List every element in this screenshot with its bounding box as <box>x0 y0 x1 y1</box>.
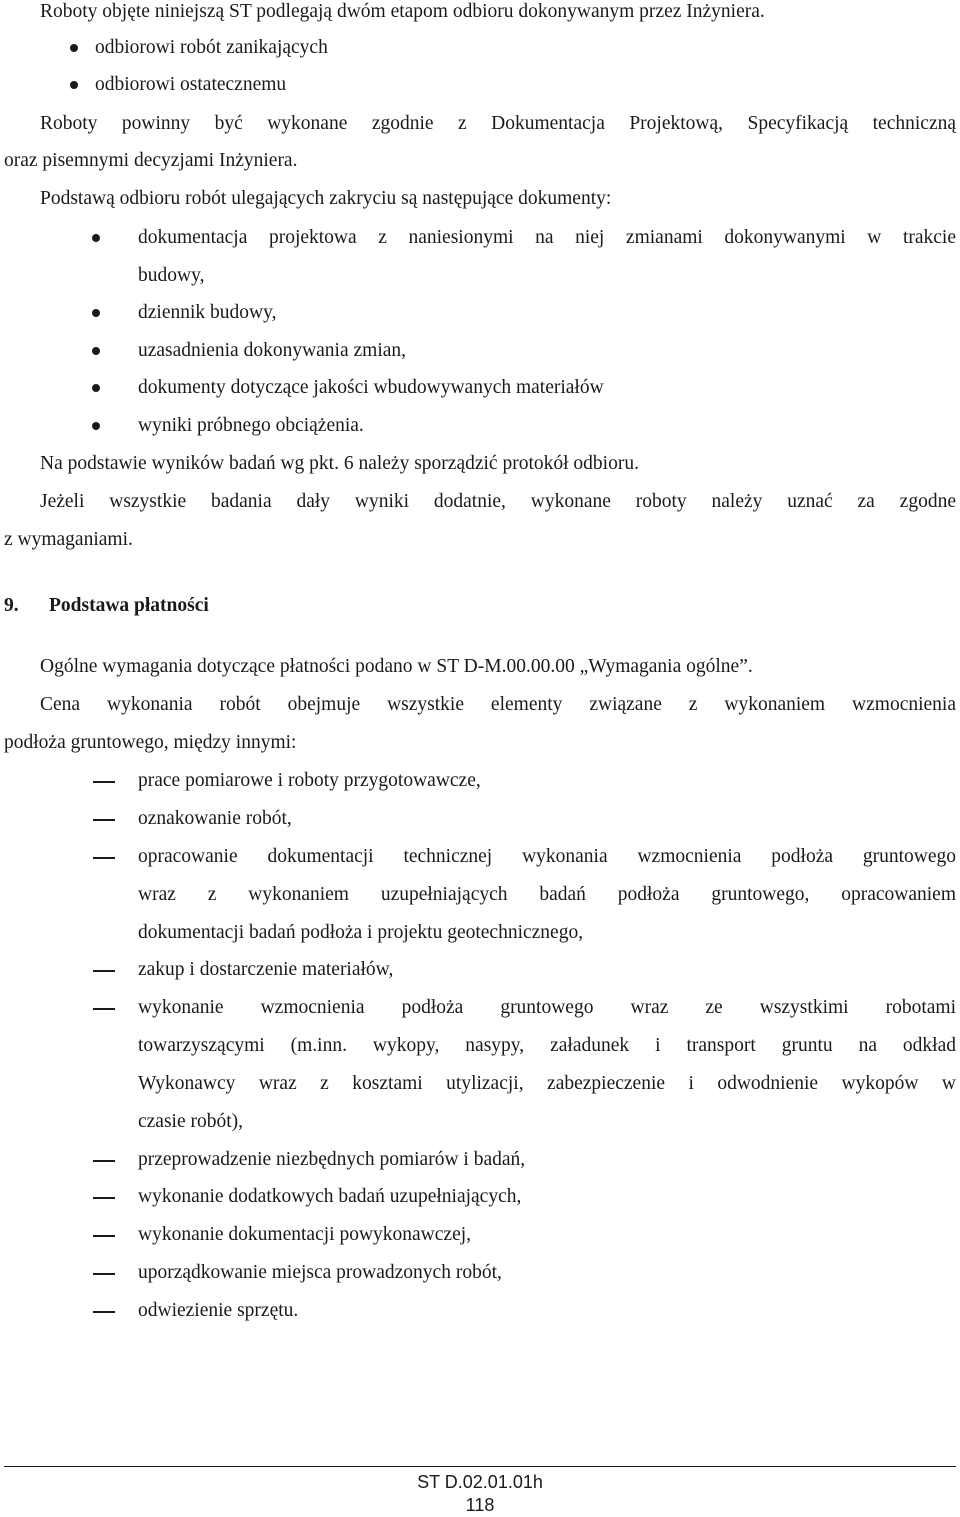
scope-item-cont: czasie robót), <box>138 1111 244 1132</box>
bullet-icon <box>70 44 78 52</box>
dash-icon <box>93 857 115 859</box>
dash-icon <box>93 1235 115 1237</box>
paragraph-line: oraz pisemnymi decyzjami Inżyniera. <box>4 150 298 171</box>
doc-item: dziennik budowy, <box>138 302 277 323</box>
protocol-text: Na podstawie wyników badań wg pkt. 6 należy sporządzić protokół odbioru. <box>40 453 639 474</box>
doc-item-cont: budowy, <box>138 265 205 286</box>
bullet-icon <box>92 234 100 242</box>
dash-icon <box>93 1160 115 1162</box>
stage-item: odbiorowi robót zanikających <box>95 37 328 58</box>
dash-icon <box>93 1197 115 1199</box>
bullet-icon <box>92 347 100 355</box>
footer-divider <box>4 1466 956 1467</box>
scope-item-cont: dokumentacji badań podłoża i projektu geotechnicznego, <box>138 922 584 943</box>
dash-icon <box>93 1008 115 1010</box>
scope-item: opracowanie dokumentacji technicznej wykonania wzmocnienia podłoża gruntowego <box>138 846 956 867</box>
paragraph-line: Cena wykonania robót obejmuje wszystkie elementy związane z wykonaniem wzmocnienia <box>40 694 956 715</box>
paragraph-line: Roboty powinny być wykonane zgodnie z Dokumentacja Projektową, Specyfikacją techniczną <box>40 113 956 134</box>
doc-item: dokumenty dotyczące jakości wbudowywanych materiałów <box>138 377 604 398</box>
dash-icon <box>93 819 115 821</box>
doc-item: dokumentacja projektowa z naniesionymi na niej zmianami dokonywanymi w trakcie <box>138 227 956 248</box>
general-text: Ogólne wymagania dotyczące płatności podano w ST D-M.00.00.00 „Wymagania ogólne”. <box>40 656 753 677</box>
scope-item: uporządkowanie miejsca prowadzonych robót, <box>138 1262 502 1283</box>
doc-item: uzasadnienia dokonywania zmian, <box>138 340 407 361</box>
dash-icon <box>93 970 115 972</box>
paragraph-line: Jeżeli wszystkie badania dały wyniki dodatnie, wykonane roboty należy uznać za zgodne <box>40 491 956 512</box>
section-number: 9. <box>4 595 19 616</box>
scope-item-cont: towarzyszącymi (m.inn. wykopy, nasypy, załadunek i transport gruntu na odkład <box>138 1035 956 1056</box>
scope-item: odwiezienie sprzętu. <box>138 1300 299 1321</box>
scope-item-cont: Wykonawcy wraz z kosztami utylizacji, zabezpieczenie i odwodnienie wykopów w <box>138 1073 956 1094</box>
stage-item: odbiorowi ostatecznemu <box>95 74 287 95</box>
bullet-icon <box>92 422 100 430</box>
bullet-icon <box>70 81 78 89</box>
dash-icon <box>93 1311 115 1313</box>
scope-item: oznakowanie robót, <box>138 808 292 829</box>
scope-item: wykonanie dokumentacji powykonawczej, <box>138 1224 472 1245</box>
scope-item-cont: wraz z wykonaniem uzupełniających badań podłoża gruntowego, opracowaniem <box>138 884 956 905</box>
dash-icon <box>93 781 115 783</box>
scope-item: zakup i dostarczenie materiałów, <box>138 959 394 980</box>
page-number: 118 <box>465 1495 495 1515</box>
bullet-icon <box>92 309 100 317</box>
scope-item: przeprowadzenie niezbędnych pomiarów i badań, <box>138 1149 526 1170</box>
bullet-icon <box>92 384 100 392</box>
scope-item: wykonanie dodatkowych badań uzupełniających, <box>138 1186 522 1207</box>
intro-text: Roboty objęte niniejszą ST podlegają dwóm etapom odbioru dokonywanym przez Inżyniera. <box>40 1 765 22</box>
doc-item: wyniki próbnego obciążenia. <box>138 415 364 436</box>
paragraph-line: podłoża gruntowego, między innymi: <box>4 732 297 753</box>
docs-intro: Podstawą odbioru robót ulegających zakryciu są następujące dokumenty: <box>40 188 612 209</box>
scope-item: prace pomiarowe i roboty przygotowawcze, <box>138 770 481 791</box>
scope-item: wykonanie wzmocnienia podłoża gruntowego wraz ze wszystkimi robotami <box>138 997 956 1018</box>
section-title: Podstawa płatności <box>49 595 209 616</box>
dash-icon <box>93 1273 115 1275</box>
paragraph-line: z wymaganiami. <box>4 529 133 550</box>
footer-code: ST D.02.01.01h <box>417 1472 543 1492</box>
